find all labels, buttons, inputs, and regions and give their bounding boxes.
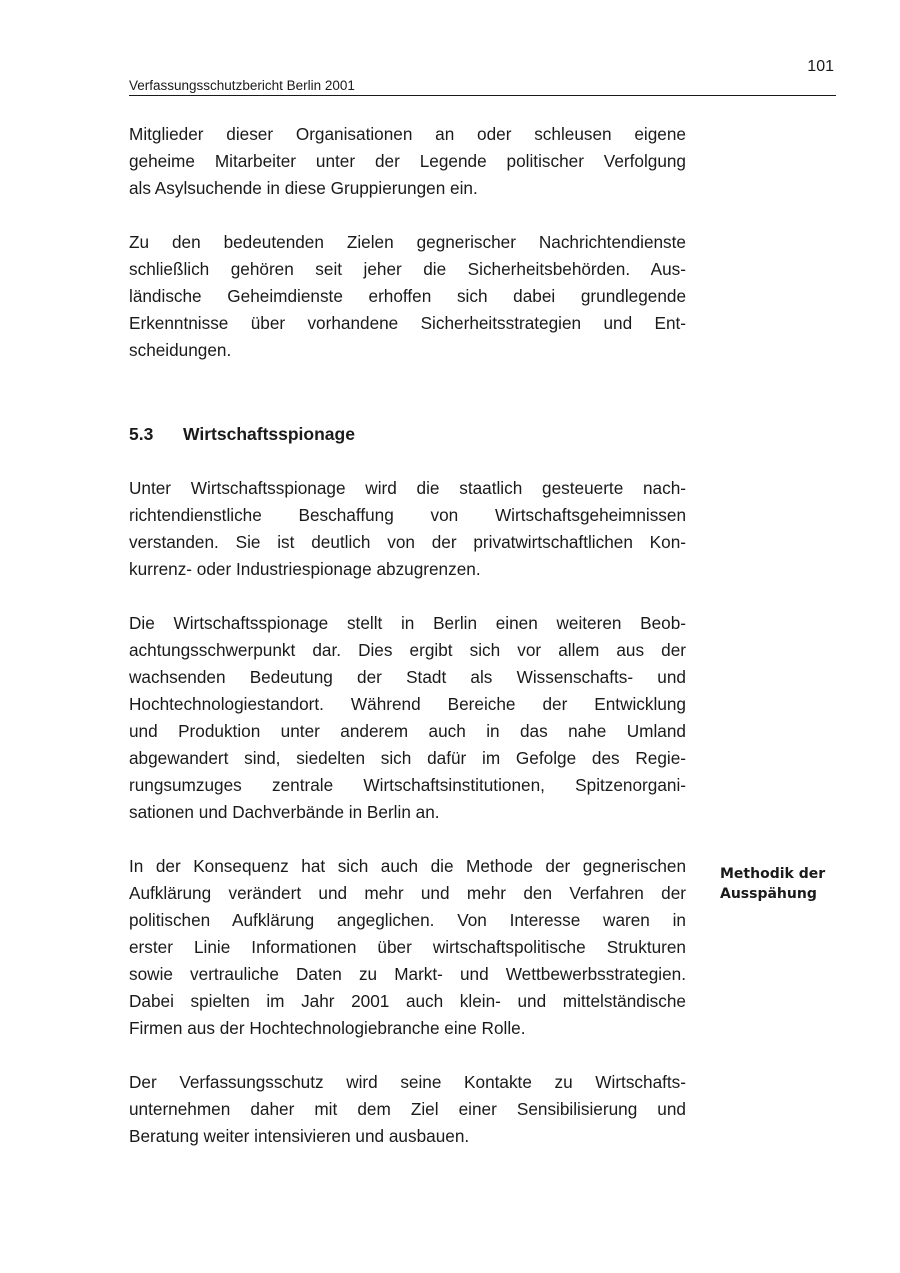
text-line: richtendienstliche Beschaffung von Wirtschaftsgeheimnissen: [129, 505, 686, 525]
section-title: Wirtschaftsspionage: [183, 424, 355, 444]
text-line: rungsumzuges zentrale Wirtschaftsinstitutionen, Spitzenorgani-: [129, 775, 686, 795]
text-line: ländische Geheimdienste erhoffen sich dabei grundlegende: [129, 286, 686, 306]
text-line: Unter Wirtschaftsspionage wird die staatlich gesteuerte nach-: [129, 478, 686, 498]
section-number: 5.3: [129, 424, 154, 444]
text-line: unternehmen daher mit dem Ziel einer Sensibilisierung und: [129, 1099, 686, 1119]
text-line: achtungsschwerpunkt dar. Dies ergibt sich vor allem aus der: [129, 640, 686, 660]
text-line: Zu den bedeutenden Zielen gegnerischer Nachrichtendienste: [129, 232, 686, 252]
margin-note-line: Methodik der: [720, 866, 826, 882]
page-number: 101: [807, 58, 834, 75]
paragraph-security-targets: [129, 229, 686, 364]
text-line: Beratung weiter intensivieren und ausbauen.: [129, 1126, 470, 1146]
paragraph-berlin-focus: [129, 610, 686, 826]
text-line: Hochtechnologiestandort. Während Bereiche der Entwicklung: [129, 694, 686, 714]
text-line: wachsenden Bedeutung der Stadt als Wissenschafts- und: [129, 667, 686, 687]
paragraph-methods: [129, 853, 686, 1042]
margin-note-line: Ausspähung: [720, 886, 817, 902]
margin-note: [720, 864, 860, 904]
text-line: sowie vertrauliche Daten zu Markt- und Wettbewerbsstrategien.: [129, 964, 686, 984]
paragraph-asylum-infiltration: [129, 121, 686, 202]
text-line: abgewandert sind, siedelten sich dafür im Gefolge des Regie-: [129, 748, 686, 768]
text-line: In der Konsequenz hat sich auch die Methode der gegnerischen: [129, 856, 686, 876]
text-line: Dabei spielten im Jahr 2001 auch klein- und mittelständische: [129, 991, 686, 1011]
text-line: politischen Aufklärung angeglichen. Von Interesse waren in: [129, 910, 686, 930]
text-line: verstanden. Sie ist deutlich von der privatwirtschaftlichen Kon-: [129, 532, 686, 552]
section-heading: [129, 421, 686, 448]
text-line: sationen und Dachverbände in Berlin an.: [129, 802, 440, 822]
text-line: scheidungen.: [129, 340, 232, 360]
body-column: [129, 121, 686, 1150]
text-line: geheime Mitarbeiter unter der Legende politischer Verfolgung: [129, 151, 686, 171]
text-line: Firmen aus der Hochtechnologiebranche eine Rolle.: [129, 1018, 526, 1038]
text-line: schließlich gehören seit jeher die Sicherheitsbehörden. Aus-: [129, 259, 686, 279]
text-line: Mitglieder dieser Organisationen an oder schleusen eigene: [129, 124, 686, 144]
paragraph-sensibilization: [129, 1069, 686, 1150]
text-line: und Produktion unter anderem auch in das nahe Umland: [129, 721, 686, 741]
text-line: Erkenntnisse über vorhandene Sicherheitsstrategien und Ent-: [129, 313, 686, 333]
text-line: Die Wirtschaftsspionage stellt in Berlin einen weiteren Beob-: [129, 613, 686, 633]
text-line: Der Verfassungsschutz wird seine Kontakte zu Wirtschafts-: [129, 1072, 686, 1092]
paragraph-definition: [129, 475, 686, 583]
text-line: Aufklärung verändert und mehr und mehr den Verfahren der: [129, 883, 686, 903]
text-line: erster Linie Informationen über wirtschaftspolitische Strukturen: [129, 937, 686, 957]
text-line: kurrenz- oder Industriespionage abzugrenzen.: [129, 559, 481, 579]
text-line: als Asylsuchende in diese Gruppierungen ein.: [129, 178, 478, 198]
running-header: Verfassungsschutzbericht Berlin 2001: [129, 78, 836, 96]
